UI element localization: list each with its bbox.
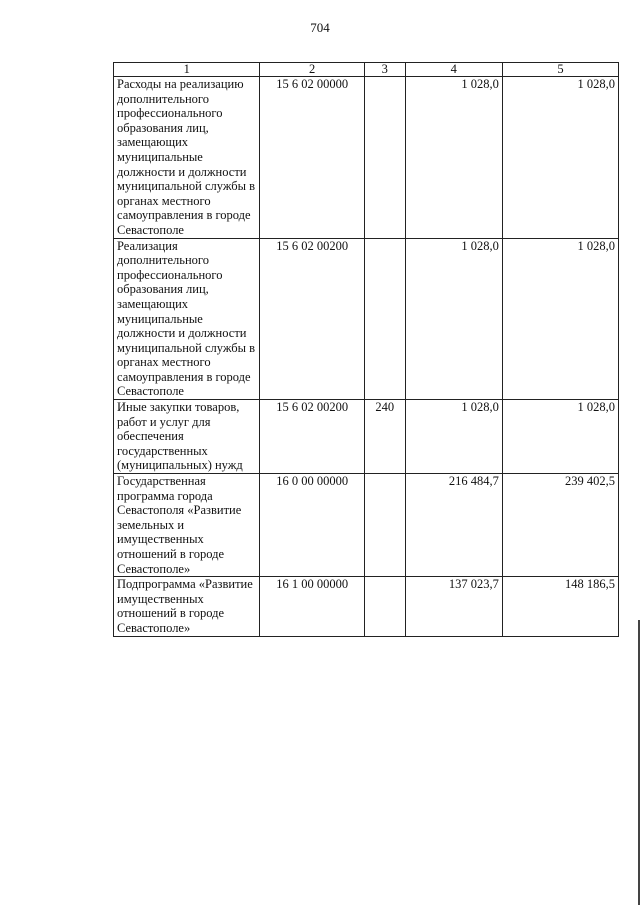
row-code: 16 0 00 00000: [260, 474, 365, 577]
row-name: Государственная программа города Севастополя «Развитие земельных и имущественных отношений в городе Севастополе»: [114, 474, 260, 577]
header-col-5: 5: [502, 63, 618, 77]
row-code: 15 6 02 00200: [260, 238, 365, 400]
budget-table: [113, 62, 619, 637]
row-value-1: 1 028,0: [405, 77, 502, 239]
row-code: 15 6 02 00000: [260, 77, 365, 239]
row-type: [364, 77, 405, 239]
table-row: [114, 77, 619, 239]
row-name: Расходы на реализацию дополнительного профессионального образования лиц, замещающих муниципальные должности и должности муниципальной службы в органах местного самоуправления в городе Севастополе: [114, 77, 260, 239]
row-value-1: 1 028,0: [405, 400, 502, 474]
row-value-1: 216 484,7: [405, 474, 502, 577]
row-value-1: 1 028,0: [405, 238, 502, 400]
row-value-2: 1 028,0: [502, 238, 618, 400]
header-col-4: 4: [405, 63, 502, 77]
header-col-2: 2: [260, 63, 365, 77]
header-col-3: 3: [364, 63, 405, 77]
row-value-2: 148 186,5: [502, 577, 618, 636]
table-header-row: [114, 63, 619, 77]
row-code: 16 1 00 00000: [260, 577, 365, 636]
row-type: 240: [364, 400, 405, 474]
header-col-1: 1: [114, 63, 260, 77]
row-code: 15 6 02 00200: [260, 400, 365, 474]
table-row: [114, 400, 619, 474]
row-value-2: 1 028,0: [502, 77, 618, 239]
row-value-2: 1 028,0: [502, 400, 618, 474]
row-type: [364, 474, 405, 577]
row-type: [364, 238, 405, 400]
row-value-1: 137 023,7: [405, 577, 502, 636]
row-type: [364, 577, 405, 636]
page-number: 704: [310, 20, 330, 35]
table-row: [114, 474, 619, 577]
table-row: [114, 577, 619, 636]
row-name: Иные закупки товаров, работ и услуг для обеспечения государственных (муниципальных) нужд: [114, 400, 260, 474]
row-name: Реализация дополнительного профессионального образования лиц, замещающих муниципальные должности и должности муниципальной службы в органах местного самоуправления в городе Севастополе: [114, 238, 260, 400]
table-row: [114, 238, 619, 400]
row-name: Подпрограмма «Развитие имущественных отношений в городе Севастополе»: [114, 577, 260, 636]
row-value-2: 239 402,5: [502, 474, 618, 577]
